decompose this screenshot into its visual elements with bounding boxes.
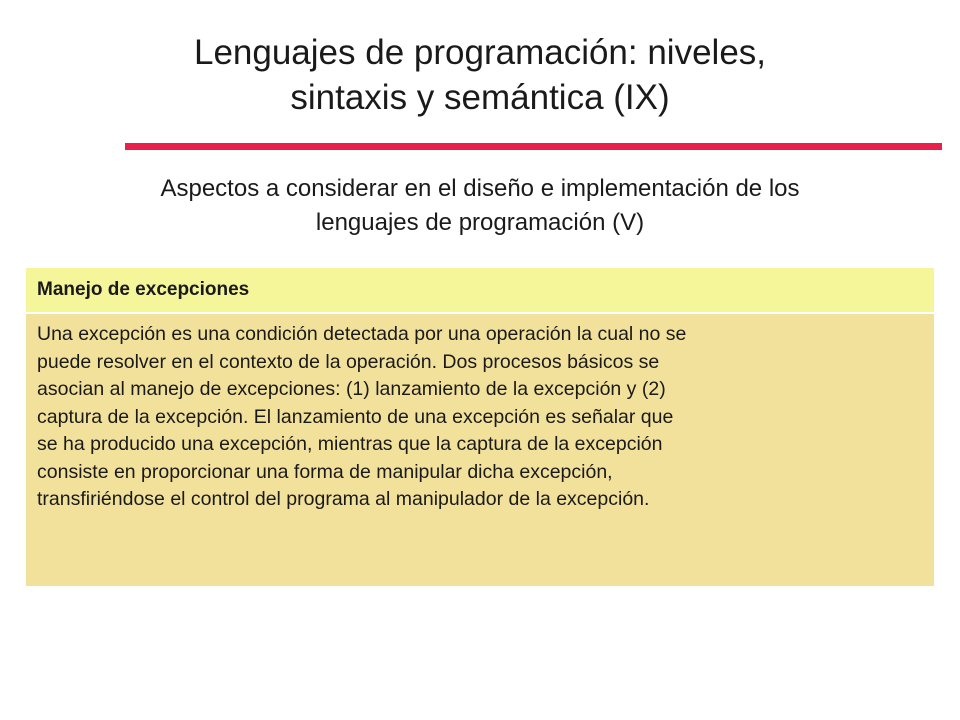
- accent-divider: [125, 143, 942, 150]
- slide-title: [0, 30, 960, 120]
- body-text-line: consiste en proporcionar una forma de manipular dicha excepción,: [37, 460, 613, 483]
- slide-subtitle-line: lenguajes de programación (V): [315, 209, 645, 236]
- table-body-cell: [26, 314, 934, 586]
- slide-subtitle-line: Aspectos a considerar en el diseño e implementación de los: [160, 175, 800, 202]
- table-header-cell: Manejo de excepciones: [26, 268, 934, 312]
- body-text-line: puede resolver en el contexto de la operación. Dos procesos básicos se: [37, 350, 660, 373]
- body-text-line: transfiriéndose el control del programa al manipulador de la excepción.: [37, 488, 650, 510]
- slide-title-line: sintaxis y semántica (IX): [290, 78, 670, 117]
- body-text-line: se ha producido una excepción, mientras que la captura de la excepción: [37, 433, 663, 455]
- slide-title-line: Lenguajes de programación: niveles,: [193, 33, 767, 72]
- body-text-line: captura de la excepción. El lanzamiento de una excepción es señalar que: [37, 405, 674, 428]
- slide-subtitle: [0, 172, 960, 240]
- content-table: [26, 268, 934, 586]
- body-text-line: asocian al manejo de excepciones: (1) lanzamiento de la excepción y (2): [37, 378, 666, 400]
- body-text-line: Una excepción es una condición detectada por una operación la cual no se: [37, 323, 687, 345]
